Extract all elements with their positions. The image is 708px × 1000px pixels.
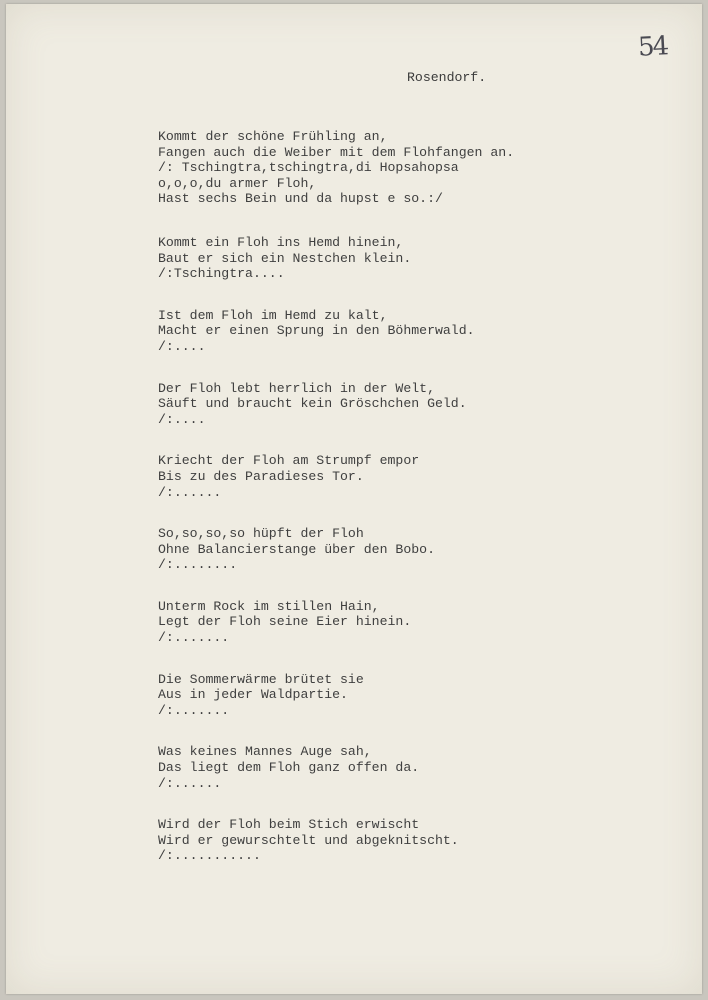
poem-line: Ohne Balancierstange über den Bobo.	[158, 541, 435, 557]
poem-line: Legt der Floh seine Eier hinein.	[158, 614, 412, 630]
poem-line: /:Tschingtra....	[158, 266, 285, 282]
poem-line: Fangen auch die Weiber mit dem Flohfangen an.	[158, 144, 515, 160]
poem-line: o,o,o,du armer Floh,	[158, 175, 317, 191]
poem-body	[158, 129, 514, 890]
document-page	[6, 4, 702, 994]
poem-line: /:........	[158, 557, 238, 573]
poem-line: /:......	[158, 775, 222, 791]
stanza	[158, 744, 514, 791]
stanza	[158, 381, 514, 428]
poem-line: Unterm Rock im stillen Hain,	[158, 598, 380, 614]
poem-line: /:....	[158, 338, 206, 354]
stanza	[158, 599, 514, 646]
poem-title: Rosendorf.	[407, 70, 487, 85]
poem-line: /:...........	[158, 848, 261, 864]
poem-line: Kommt ein Floh ins Hemd hinein,	[158, 234, 404, 250]
poem-line: /:.......	[158, 702, 230, 718]
poem-line: Bis zu des Paradieses Tor.	[158, 468, 364, 484]
poem-line: So,so,so,so hüpft der Floh	[158, 526, 364, 542]
poem-line: Wird er gewurschtelt und abgeknitscht.	[158, 832, 459, 848]
poem-line: Säuft und braucht kein Gröschchen Geld.	[158, 396, 467, 412]
stanza	[158, 817, 514, 864]
poem-line: Das liegt dem Floh ganz offen da.	[158, 760, 420, 776]
poem-line: Der Floh lebt herrlich in der Welt,	[158, 380, 435, 396]
poem-line: Die Sommerwärme brütet sie	[158, 671, 364, 687]
stanza	[158, 129, 514, 207]
poem-line: /:......	[158, 484, 222, 500]
poem-line: Ist dem Floh im Hemd zu kalt,	[158, 307, 388, 323]
poem-line: Aus in jeder Waldpartie.	[158, 687, 348, 703]
poem-line: Baut er sich ein Nestchen klein.	[158, 250, 412, 266]
handwritten-page-number: 54	[637, 31, 668, 63]
poem-line: /:.......	[158, 630, 230, 646]
poem-line: Kommt der schöne Frühling an,	[158, 129, 388, 144]
stanza	[158, 672, 514, 719]
stanza	[158, 308, 514, 355]
poem-line: Kriecht der Floh am Strumpf empor	[158, 453, 420, 469]
poem-line: Was keines Mannes Auge sah,	[158, 744, 372, 760]
stanza	[158, 526, 514, 573]
poem-line: Hast sechs Bein und da hupst e so.:/	[158, 191, 443, 207]
stanza	[158, 235, 514, 282]
poem-line: /:....	[158, 411, 206, 427]
poem-line: Macht er einen Sprung in den Böhmerwald.	[158, 323, 475, 339]
stanza	[158, 453, 514, 500]
poem-line: /: Tschingtra,tschingtra,di Hopsahopsa	[158, 160, 459, 176]
poem-line: Wird der Floh beim Stich erwischt	[158, 817, 420, 833]
